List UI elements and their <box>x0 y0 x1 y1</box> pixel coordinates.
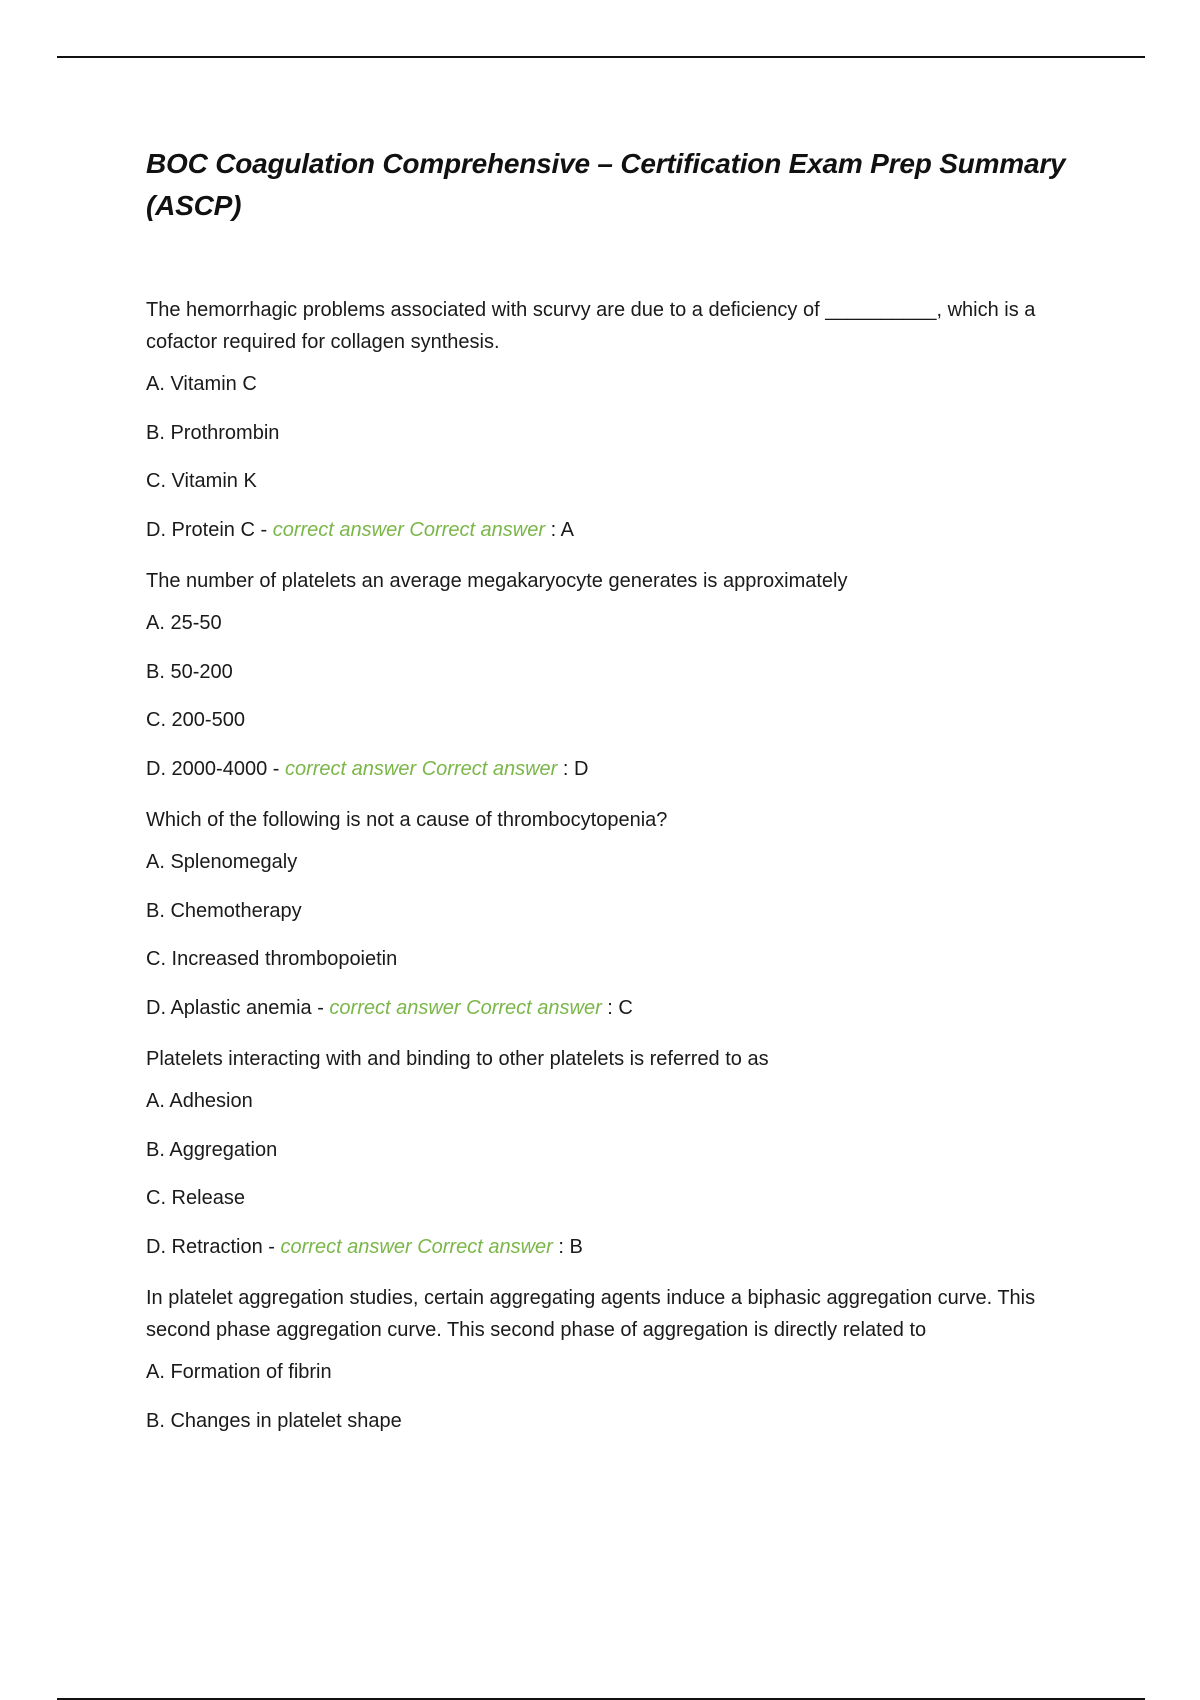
answer-option <box>146 849 1096 875</box>
option-text: A. Vitamin C <box>146 373 257 395</box>
correct-answer-letter: C <box>618 996 633 1019</box>
answer-prefix: - <box>311 996 330 1019</box>
answer-prefix: - <box>262 1235 281 1258</box>
question-block <box>146 565 1096 782</box>
answer-separator: : <box>601 996 619 1019</box>
correct-answer-label: correct answer Correct answer <box>280 1235 553 1258</box>
answer-prefix: - <box>267 757 285 780</box>
answer-option <box>146 659 1096 685</box>
option-text: A. Formation of fibrin <box>146 1361 332 1383</box>
answer-option <box>146 1234 1096 1260</box>
document-title: BOC Coagulation Comprehensive – Certification Exam Prep Summary (ASCP) <box>146 148 1066 221</box>
question-block <box>146 294 1096 543</box>
option-text: B. Prothrombin <box>146 421 280 444</box>
option-text: B. Changes in platelet shape <box>146 1409 402 1432</box>
option-text: C. Vitamin K <box>146 470 257 492</box>
header-rule <box>57 56 1145 58</box>
correct-answer-letter: B <box>569 1235 583 1258</box>
option-text: A. Adhesion <box>146 1090 253 1112</box>
answer-option <box>146 1408 1096 1434</box>
correct-answer-label: correct answer Correct answer <box>329 996 602 1019</box>
option-text: A. 25-50 <box>146 612 222 634</box>
option-text: C. Release <box>146 1187 245 1209</box>
answer-option <box>146 898 1096 924</box>
answer-option <box>146 1359 1096 1385</box>
answer-option <box>146 610 1096 636</box>
answer-option <box>146 756 1096 782</box>
question-stem: The number of platelets an average megakaryocyte generates is approximately <box>146 570 848 592</box>
option-text: B. 50-200 <box>146 660 233 683</box>
option-text: C. 200-500 <box>146 709 245 731</box>
answer-option <box>146 517 1096 543</box>
answer-option <box>146 371 1096 397</box>
answer-prefix: - <box>254 518 273 541</box>
question-stem: In platelet aggregation studies, certain aggregating agents induce a biphasic aggregation curve. This second phase aggregation curve. This second phase of aggregation is directly related to <box>146 1287 1036 1341</box>
answer-separator: : <box>552 1235 570 1258</box>
option-text: D. Retraction <box>146 1235 263 1258</box>
correct-answer-label: correct answer Correct answer <box>272 518 546 541</box>
answer-option <box>146 1137 1096 1163</box>
answer-separator: : <box>545 518 561 541</box>
option-text: A. Splenomegaly <box>146 851 298 873</box>
correct-answer-label: correct answer Correct answer <box>284 757 558 780</box>
question-block <box>146 1043 1096 1260</box>
question-block <box>146 1282 1096 1434</box>
correct-answer-letter: A <box>560 518 574 541</box>
option-text: D. 2000-4000 <box>146 757 268 780</box>
question-stem: Platelets interacting with and binding to other platelets is referred to as <box>146 1048 769 1070</box>
question-stem: The hemorrhagic problems associated with scurvy are due to a deficiency of __________, which is a cofactor required for collagen synthesis. <box>146 299 1036 353</box>
answer-option <box>146 468 1096 494</box>
option-text: C. Increased thrombopoietin <box>146 948 398 970</box>
answer-option <box>146 1185 1096 1211</box>
question-list <box>146 294 1096 1434</box>
answer-option <box>146 946 1096 972</box>
option-text: D. Protein C <box>146 518 255 541</box>
option-text: B. Aggregation <box>146 1138 278 1161</box>
document-body <box>146 143 1096 1456</box>
option-text: B. Chemotherapy <box>146 899 302 922</box>
answer-option <box>146 995 1096 1021</box>
question-stem: Which of the following is not a cause of thrombocytopenia? <box>146 809 668 831</box>
answer-option <box>146 420 1096 446</box>
question-block <box>146 804 1096 1021</box>
option-text: D. Aplastic anemia <box>146 996 312 1019</box>
answer-separator: : <box>557 757 574 780</box>
correct-answer-letter: D <box>573 757 589 780</box>
answer-option <box>146 1088 1096 1114</box>
answer-option <box>146 707 1096 733</box>
